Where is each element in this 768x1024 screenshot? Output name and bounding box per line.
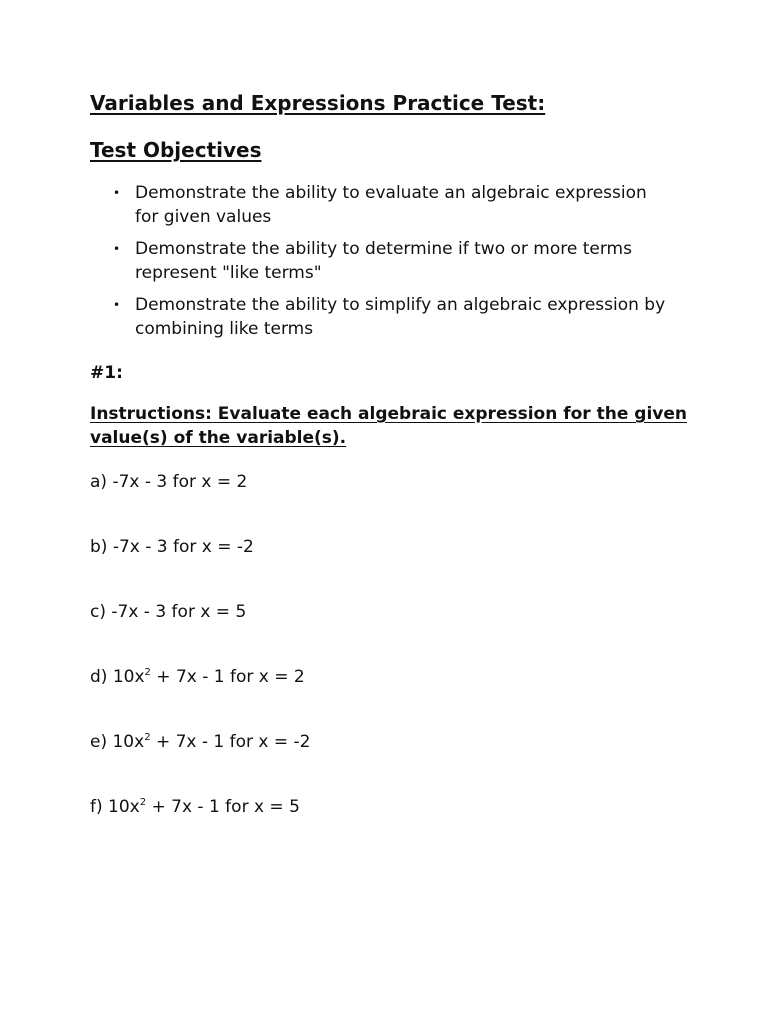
section-label: #1: (90, 363, 123, 383)
problem-item (90, 470, 768, 494)
objective-text: Demonstrate the ability to determine if two or more terms represent "like terms" (135, 239, 632, 283)
bullet-icon: • (113, 298, 121, 312)
problem-item (90, 665, 768, 689)
objectives-heading: Test Objectives (90, 138, 262, 162)
problem-item (90, 730, 768, 754)
problem-text: d) 10x (90, 667, 145, 687)
objective-text: Demonstrate the ability to evaluate an algebraic expression for given values (135, 183, 647, 227)
problem-text: a) -7x - 3 for x = 2 (90, 472, 248, 492)
problem-text-rest: + 7x - 1 for x = 5 (146, 797, 300, 817)
objective-text: Demonstrate the ability to simplify an algebraic expression by combining like terms (135, 295, 666, 339)
objectives-list (90, 181, 670, 341)
problem-text: e) 10x (90, 732, 145, 752)
problem-text: b) -7x - 3 for x = -2 (90, 537, 254, 557)
objective-item (90, 181, 670, 229)
problem-item (90, 795, 768, 819)
problem-text-rest: + 7x - 1 for x = -2 (150, 732, 311, 752)
problem-text: f) 10x (90, 797, 140, 817)
problem-list (90, 470, 768, 819)
problem-item (90, 600, 768, 624)
instructions-text: Instructions: Evaluate each algebraic expression for the given value(s) of the variable(s). (90, 404, 688, 448)
exponent: 2 (144, 732, 151, 743)
objective-item (90, 237, 670, 285)
objective-item (90, 293, 670, 341)
problem-text: c) -7x - 3 for x = 5 (90, 602, 247, 622)
bullet-icon: • (113, 242, 121, 256)
document-title: Variables and Expressions Practice Test: (90, 91, 546, 115)
bullet-icon: • (113, 186, 121, 200)
exponent: 2 (139, 797, 147, 808)
problem-item (90, 535, 768, 559)
problem-text-rest: + 7x - 1 for x = 2 (150, 667, 305, 687)
exponent: 2 (144, 667, 151, 678)
